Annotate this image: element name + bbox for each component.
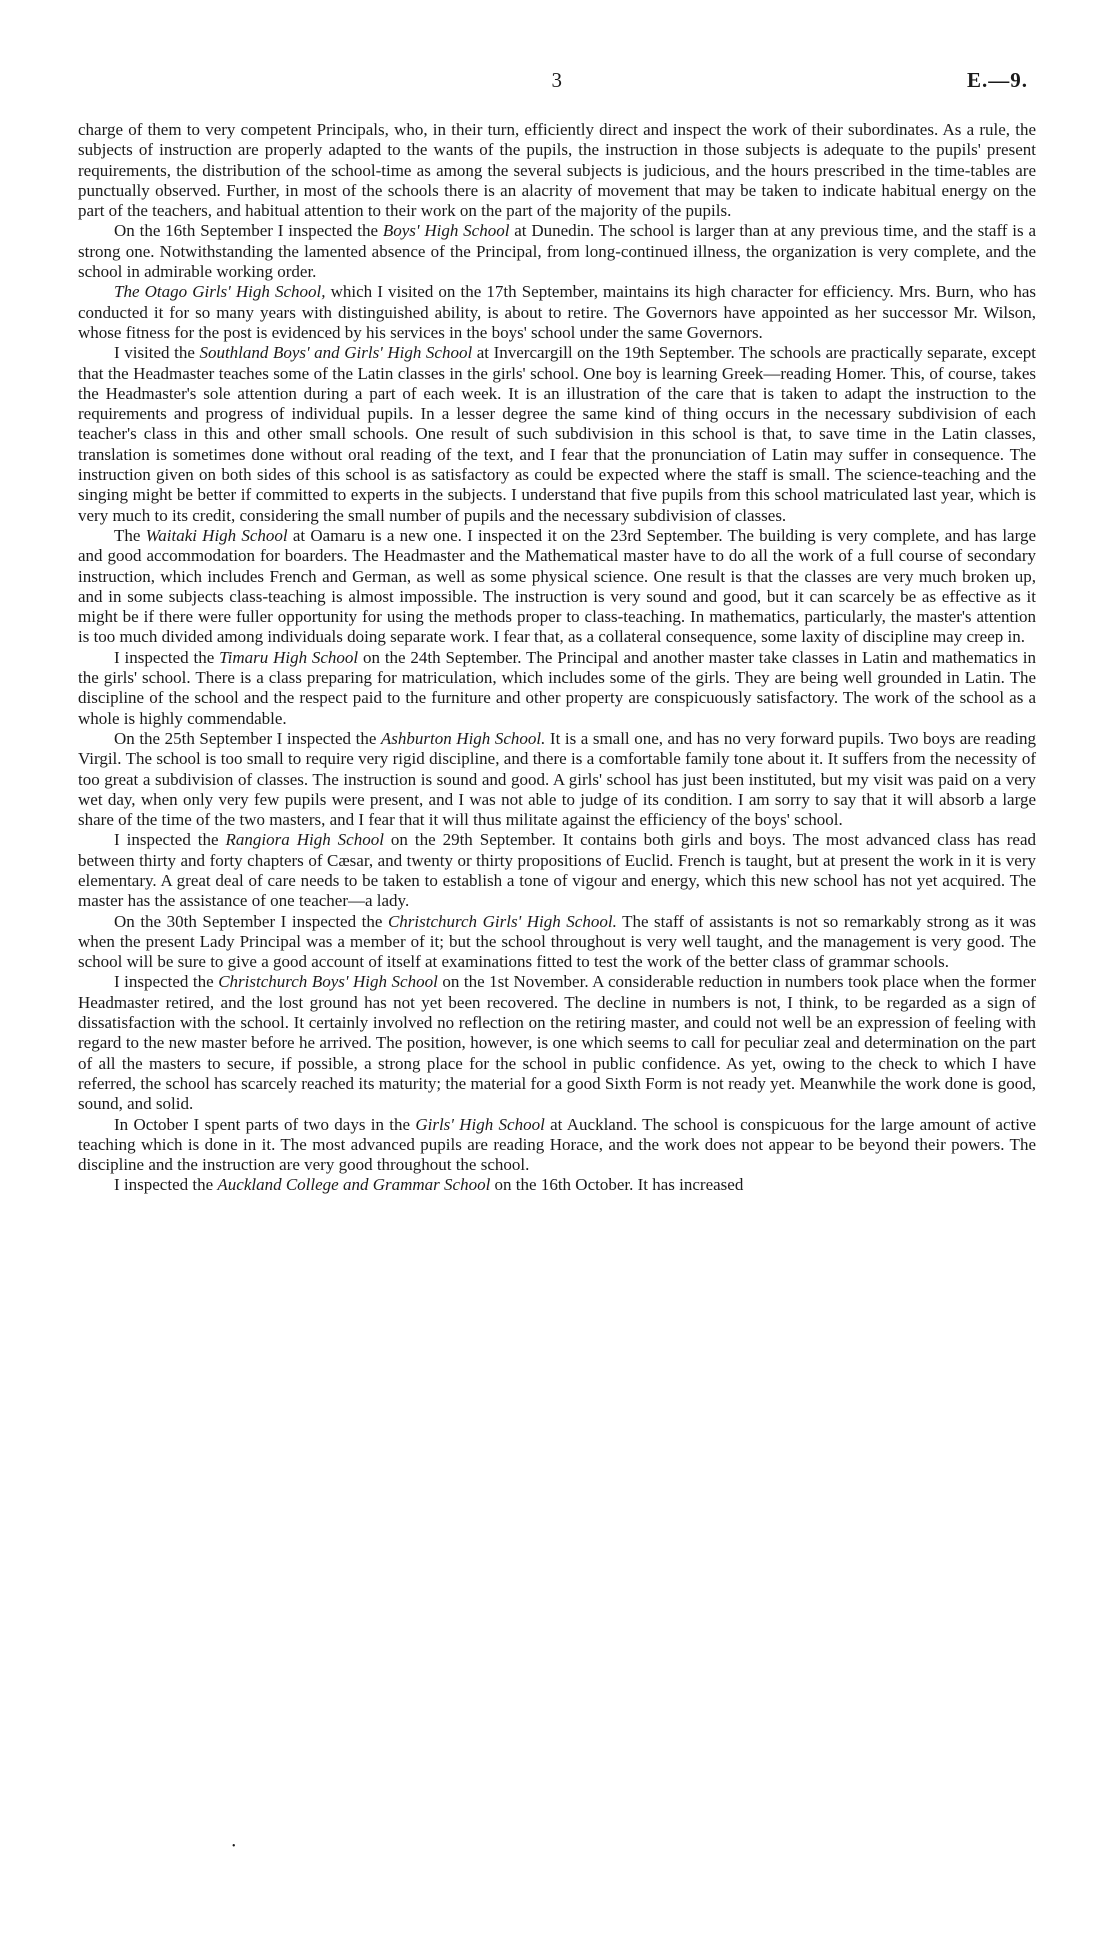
paragraph-text: I visited the <box>114 343 200 363</box>
paragraph-text: On the 30th September I inspected the <box>114 911 388 931</box>
school-name: Boys' High School <box>382 221 510 241</box>
paragraph-text: on the 1st November. A considerable reduction in numbers took place when the former Headmaster retired, and the lost ground has not yet been recovered. The decline in numbers is not, I think, to be regarded as a sign of dissatisfaction with the school. It certainly involved no reflection on the retiring master, and could not well be an expression of feeling with regard to the new master before he arrived. The position, however, is one which seems to call for peculiar zeal and determination on the part of all the masters to secure, if possible, a strong place for the school in public confidence. As yet, owing to the check to which I have referred, the school has scarcely reached its maturity; the material for a good Sixth Form is not ready yet. Meanwhile the work done is good, sound, and solid. <box>78 972 1036 1114</box>
paragraph <box>78 972 1036 1114</box>
paragraph-text: I inspected the <box>114 647 220 667</box>
school-name: Auckland College and Grammar School <box>217 1175 491 1195</box>
page-header <box>80 68 1034 98</box>
paragraph <box>78 830 1036 911</box>
body-text <box>78 120 1036 1196</box>
paragraph <box>78 221 1036 282</box>
paragraph <box>78 120 1036 221</box>
paragraph <box>78 1175 1036 1195</box>
paragraph-text: I inspected the <box>114 830 226 850</box>
paragraph <box>78 912 1036 973</box>
paragraph-text: The <box>114 525 146 545</box>
paragraph <box>78 343 1036 526</box>
paragraph-text: It is a small one, and has no very forward pupils. Two boys are reading Virgil. The school is too small to require very rigid discipline, and there is a comfortable family tone about it. It suffers from the necessity of too great a subdivision of classes. The instruction is sound and good. A girls' school has just been instituted, but my visit was paid on a very wet day, when only very few pupils were present, and I was not able to judge of its condition. I am sorry to say that it will absorb a large share of the time of the two masters, and I fear that it will thus militate against the efficiency of the boys' school. <box>78 728 1036 830</box>
paragraph-text: on the 24th September. The Principal and another master take classes in Latin and mathematics in the girls' school. There is a class preparing for matriculation, which includes some of the girls. They are being well grounded in Latin. The discipline of the school and the respect paid to the furniture and other property are conspicuously satisfactory. The work of the school as a whole is highly commendable. <box>78 647 1036 728</box>
paragraph-text: On the 25th September I inspected the <box>114 728 381 748</box>
school-name: Timaru High School <box>219 647 359 667</box>
paragraph-text: I inspected the <box>114 972 219 992</box>
school-name: Christchurch Girls' High School. <box>387 911 617 931</box>
page-number: 3 <box>551 68 563 92</box>
paragraph <box>78 729 1036 830</box>
paragraph <box>78 526 1036 648</box>
paragraph <box>78 282 1036 343</box>
school-name: Southland Boys' and Girls' High School <box>199 343 473 363</box>
school-name: Rangiora High School <box>225 830 384 850</box>
paragraph-text: at Dunedin. The school is larger than at any previous time, and the staff is a strong one. Notwithstanding the lamented absence of the Principal, from long-continued illness, the organization is very complete, and the school in admirable working order. <box>78 221 1036 282</box>
paragraph-text: on the 29th September. It contains both girls and boys. The most advanced class has read between thirty and forty chapters of Cæsar, and twenty or thirty propositions of Euclid. French is taught, but at present the work in it is very elementary. A great deal of care needs to be taken to establish a tone of vigour and energy, which this new school has not yet acquired. The master has the assistance of one teacher—a lady. <box>78 830 1036 911</box>
paragraph-text: The staff of assistants is not so remarkably strong as it was when the present Lady Principal was a member of it; but the school throughout is very well taught, and the management is very good. The school will be sure to give a good account of itself at examinations fitted to test the work of the better class of grammar schools. <box>78 911 1036 972</box>
school-name: Christchurch Boys' High School <box>218 972 438 992</box>
series-reference: E.—9. <box>966 68 1028 92</box>
paragraph-text: at Auckland. The school is conspicuous for the large amount of active teaching which is done in it. The most advanced pupils are reading Horace, and the work does not appear to be beyond their powers. The discipline and the instruction are very good throughout the school. <box>78 1114 1036 1175</box>
paragraph-text: In October I spent parts of two days in the <box>114 1114 416 1134</box>
stray-ink-mark: • <box>232 1841 236 1852</box>
paragraph-text: I inspected the <box>114 1175 218 1195</box>
school-name: Girls' High School <box>415 1114 545 1134</box>
school-name: Waitaki High School <box>145 525 288 545</box>
paragraph-text: at Invercargill on the 19th September. The schools are practically separate, except that the Headmaster teaches some of the Latin classes in the girls' school. One boy is learning Greek—reading Homer. This, of course, takes the Headmaster's sole attention during a part of each week. It is an illustration of the care that is taken to adapt the instruction to the requirements and progress of individual pupils. In a lesser degree the same kind of thing occurs in the necessary subdivision of each teacher's class in this and other small schools. One result of such subdivision in this school is that, to save time in the Latin classes, translation is sometimes done without oral reading of the text, and I fear that the pronunciation of Latin may suffer in consequence. The instruction given on both sides of this school is as satisfactory as could be expected where the staff is small. The science-teaching and the singing might be better if committed to experts in the subjects. I understand that five pupils from this school matriculated last year, which is very much to its credit, considering the small number of pupils and the necessary subdivision of classes. <box>78 343 1037 525</box>
paragraph-text: on the 16th October. It has increased <box>490 1175 744 1195</box>
school-name: The Otago Girls' High School, <box>114 282 326 302</box>
paragraph-text: On the 16th September I inspected the <box>114 221 383 241</box>
paragraph <box>78 648 1036 729</box>
school-name: Ashburton High School. <box>380 728 546 748</box>
paragraph-text: which I visited on the 17th September, maintains its high character for efficiency. Mrs. Burn, who has conducted it for so many years with distinguished ability, is about to retire. The Governors have appointed as her successor Mr. Wilson, whose fitness for the post is evidenced by his services in the boys' school under the same Governors. <box>78 282 1037 342</box>
paragraph <box>78 1115 1036 1176</box>
paragraph-text: charge of them to very competent Principals, who, in their turn, efficiently direct and inspect the work of their subordinates. As a rule, the subjects of instruction are properly adapted to the wants of the pupils, the instruction in those subjects is adequate to the pupils' present requirements, the distribution of the school-time as among the several subjects is judicious, and the hours prescribed in the time-tables are punctually observed. Further, in most of the schools there is an alacrity of movement that may be taken to indicate habitual energy on the part of the teachers, and habitual attention to their work on the part of the majority of the pupils. <box>78 120 1036 221</box>
paragraph-text: at Oamaru is a new one. I inspected it on the 23rd September. The building is very complete, and has large and good accommodation for boarders. The Headmaster and the Mathematical master have to do all the work of a full course of secondary instruction, which includes French and German, as well as some physical science. One result is that the classes are very much broken up, and in some subjects class-teaching is almost impossible. The instruction is very sound and good, but it can scarcely be as effective as it might be if there were fuller opportunity for using the methods proper to class-teaching. In mathematics, particularly, the master's attention is too much divided among individuals doing separate work. I fear that, as a collateral consequence, some laxity of discipline may creep in. <box>78 525 1036 647</box>
